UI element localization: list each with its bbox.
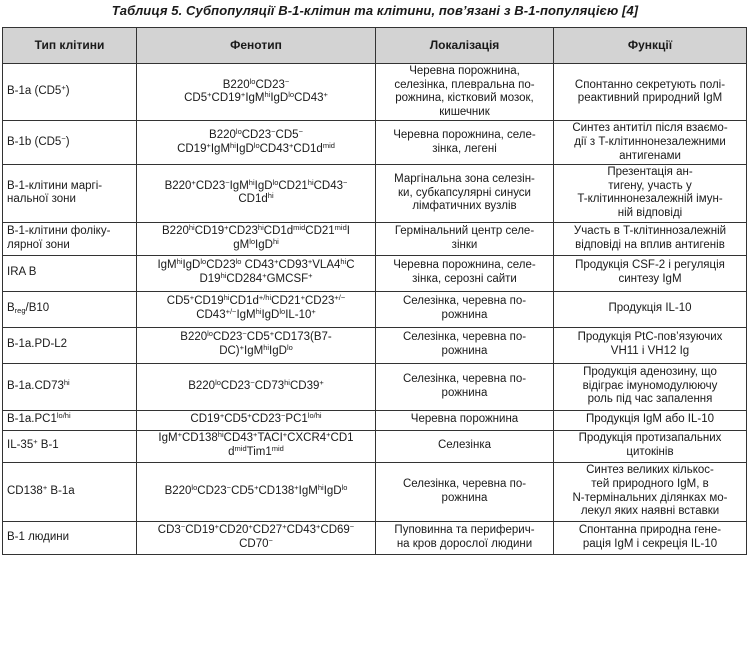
cell-location: Пуповинна та периферич- на кров дорослої людини bbox=[376, 521, 554, 554]
cell-type: B-1a (CD5+) bbox=[3, 64, 137, 121]
cell-type: B-1-клітини фоліку- лярної зони bbox=[3, 222, 137, 255]
cell-location: Черевна порожнина, селе- зінка, легені bbox=[376, 121, 554, 165]
header-cell-location: Локалізація bbox=[376, 28, 554, 64]
cell-type: IL-35+ B-1 bbox=[3, 430, 137, 462]
table-caption: Таблиця 5. Субпопуляції B-1-клітин та клітини, пов’язані з B-1-популяцією [4] bbox=[111, 3, 639, 18]
cell-location: Маргінальна зона селезін- ки, субкапсулярні синуси лімфатичних вузлів bbox=[376, 165, 554, 222]
cell-location: Черевна порожнина bbox=[376, 410, 554, 430]
cell-type: IRA B bbox=[3, 255, 137, 291]
cell-phenotype: $B220^{hi}CD19^+CD23^{hi}CD1d^{mid}CD21^{mid}I$ $gM^{lo}IgD^{hi}$ bbox=[137, 222, 376, 255]
table-row bbox=[3, 291, 747, 327]
cell-location: Гермінальний центр селе- зінки bbox=[376, 222, 554, 255]
cell-phenotype: $CD5^+CD19^{hi}CD1d^{+/hi}CD21^+CD23^{+/-}$ CD43+/−IgM$^{hi}$IgD$^{lo}$IL-10+ bbox=[137, 291, 376, 327]
cell-type: $B_{reg}/B10$ bbox=[3, 291, 137, 327]
table-row bbox=[3, 363, 747, 410]
cell-function: Синтез антитіл після взаємо- дії з T-клітиннонезалежними антигенами bbox=[554, 121, 747, 165]
cell-phenotype: CD3−CD19+CD20+CD27+CD43+CD69− CD70− bbox=[137, 521, 376, 554]
cell-location: Селезінка, черевна по- рожнина bbox=[376, 291, 554, 327]
cell-type: B-1b (CD5−) bbox=[3, 121, 137, 165]
table-row bbox=[3, 410, 747, 430]
cell-phenotype: $B220^+CD23^-IgM^{hi}IgD^{lo}CD21^{hi}CD43^-$ $CD1d^{hi}$ bbox=[137, 165, 376, 222]
cell-type: B-1a.PD-L2 bbox=[3, 327, 137, 363]
cell-function: Спонтанно секретують полі- реактивний природний IgM bbox=[554, 64, 747, 121]
cell-type: B-1 людини bbox=[3, 521, 137, 554]
table-row bbox=[3, 255, 747, 291]
cell-phenotype: $IgM^{hi}IgD^{lo}CD23^{lo}$ $CD43^+CD93^+VLA4^{hi}C$ $D19^{hi}CD284^+GMCSF^+$ bbox=[137, 255, 376, 291]
cell-function: Продукція протизапальних цитокінів bbox=[554, 430, 747, 462]
cell-phenotype: $B220^{lo}CD23^-$ CD5+CD19+IgM$^{hi}$IgD$^{lo}$CD43+ bbox=[137, 64, 376, 121]
cell-phenotype: $CD19^+CD5^+CD23^-PC1^{lo/hi}$ bbox=[137, 410, 376, 430]
cell-location: Селезінка bbox=[376, 430, 554, 462]
cell-function: Синтез великих кількос- тей природного IgM, в N-термінальних ділянках мо- лекул яких наявні вставки bbox=[554, 462, 747, 521]
cell-phenotype: $B220^{lo}CD23^-CD5^-$ $CD19^+IgM^{hi}IgD^{lo}CD43^+CD1d^{mid}$ bbox=[137, 121, 376, 165]
table-row bbox=[3, 64, 747, 121]
cell-location: Черевна порожнина, селе- зінка, серозні сайти bbox=[376, 255, 554, 291]
table-row bbox=[3, 121, 747, 165]
cell-type: CD138+ B-1a bbox=[3, 462, 137, 521]
cell-function: Презентація ан- тигену, участь у T-клітиннонезалежній імун- ній відповіді bbox=[554, 165, 747, 222]
table-row bbox=[3, 327, 747, 363]
table-row bbox=[3, 222, 747, 255]
cell-phenotype: $B220^{lo}CD23^-CD5^+CD173(B7-$ DC)+IgM$^{hi}$IgD$^{lo}$ bbox=[137, 327, 376, 363]
cell-phenotype: $B220^{lo}CD23^-CD5^+CD138^+IgM^{hi}IgD^{lo}$ bbox=[137, 462, 376, 521]
table-row bbox=[3, 165, 747, 222]
cell-type: $B-1a.CD73^{hi}$ bbox=[3, 363, 137, 410]
cell-function: Продукція IgM або IL-10 bbox=[554, 410, 747, 430]
table-row bbox=[3, 462, 747, 521]
cell-function: Участь в T-клітиннозалежній відповіді на вплив антигенів bbox=[554, 222, 747, 255]
cell-type: $B-1a.PC1^{lo/hi}$ bbox=[3, 410, 137, 430]
cell-function: Продукція аденозину, що відіграє імуномодулюючу роль під час запалення bbox=[554, 363, 747, 410]
cell-location: Селезінка, черевна по- рожнина bbox=[376, 462, 554, 521]
header-cell-type: Тип клітини bbox=[3, 28, 137, 64]
cell-location: Черевна порожнина, селезінка, плевральна по- рожнина, кістковий мозок, кишечник bbox=[376, 64, 554, 121]
cell-location: Селезінка, черевна по- рожнина bbox=[376, 363, 554, 410]
b1-subpopulations-table bbox=[2, 27, 747, 555]
cell-phenotype: $IgM^+CD138^{hi}CD43^+TACI^+CXCR4^+CD1$ $d^{mid}Tim1^{mid}$ bbox=[137, 430, 376, 462]
table-row bbox=[3, 430, 747, 462]
header-row bbox=[3, 28, 747, 64]
cell-function: Продукція PtC-пов’язуючих VH11 і VH12 Ig bbox=[554, 327, 747, 363]
cell-function: Продукція CSF-2 і регуляція синтезу IgM bbox=[554, 255, 747, 291]
header-cell-phenotype: Фенотип bbox=[137, 28, 376, 64]
cell-function: Спонтанна природна гене- рація IgM і секреція IL-10 bbox=[554, 521, 747, 554]
cell-location: Селезінка, черевна по- рожнина bbox=[376, 327, 554, 363]
table-row bbox=[3, 521, 747, 554]
header-cell-function: Функції bbox=[554, 28, 747, 64]
cell-function: Продукція IL-10 bbox=[554, 291, 747, 327]
cell-phenotype: $B220^{lo}CD23^-CD73^{hi}CD39^+$ bbox=[137, 363, 376, 410]
cell-type: B-1-клітини маргі- нальної зони bbox=[3, 165, 137, 222]
